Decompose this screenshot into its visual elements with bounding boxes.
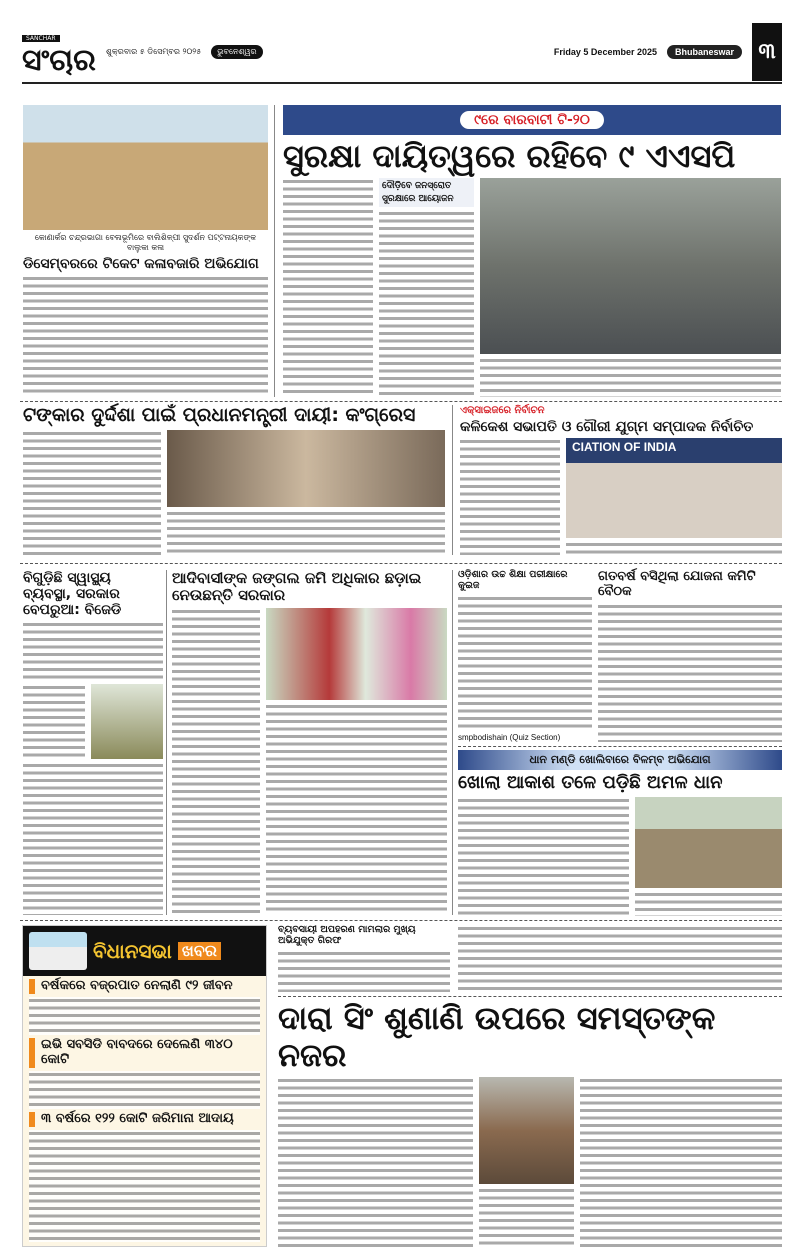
sand-art-photo [23,105,268,230]
security-section [283,105,781,397]
election-caption [566,541,782,555]
planning-body [598,603,782,742]
assembly-item-headline: ବର୍ଷକରେ ବଜ୍ରପାତ ନେଲାଣି ୯୨ ଜୀବନ [29,979,260,994]
kidnap-body [278,950,450,992]
tribal-photo-column [266,608,447,916]
kidnap-headline: ବ୍ୟବସାୟୀ ଅପହରଣ ମାମଲାର ମୁଖ୍ୟ ଅଭିଯୁକ୍ତ ଗିରଫ [278,924,416,946]
congress-photo-column [167,430,445,555]
quiz-inline-text: smpbodishain (Quiz Section) [458,733,561,742]
section-divider [20,401,782,402]
logo-small: SANCHAR [22,35,60,42]
edition-pill: ଭୁବନେଶ୍ୱର [211,45,262,59]
dara-photo-column [479,1077,574,1247]
health-body-2 [23,762,163,915]
security-body-3 [480,357,781,397]
assembly-item-body [29,997,260,1035]
dara-body-1 [278,1077,473,1247]
ticket-body [23,275,268,397]
election-photo-banner: CIATION OF INDIA [572,440,677,455]
dara-headline: ଦାରା ସିଂ ଶୁଣାଣି ଉପରେ ସମସ୍ତଙ୍କ ନଜର [278,999,716,1074]
assembly-item-body [29,1071,260,1109]
odia-date: ଶୁକ୍ରବାର ୫ ଡିସେମ୍ବର ୨୦୨୫ [105,47,202,56]
tribal-body-1 [172,608,260,916]
security-bullet: ସୁରକ୍ଷାରେ ଆୟୋଜନ [382,194,454,205]
tribal-section [172,570,447,915]
section-divider [20,563,782,564]
sand-art-ticket-section [23,105,268,397]
paddy-kicker-bar [458,750,782,770]
security-banner [283,105,781,135]
dara-section [278,1000,782,1247]
section-divider [278,996,782,997]
security-headline: ସୁରକ୍ଷା ଦାୟିତ୍ୱରେ ରହିବେ ୯ ଏଏସପି [283,137,736,175]
column-divider [166,570,167,915]
dara-body-2 [479,1187,574,1247]
congress-body-2 [167,510,445,555]
dara-body-3 [580,1077,782,1247]
security-bullets-column [379,178,474,397]
english-date: Friday 5 December 2025 [553,47,657,57]
congress-section [23,405,445,555]
paddy-body-1 [458,797,629,916]
city-pill: Bhubaneswar [667,45,742,59]
section-divider [20,920,782,921]
column-divider [274,105,275,397]
dara-photo [479,1077,574,1184]
health-headline: ବିଗୁଡ଼ିଛି ସ୍ୱାସ୍ଥ୍ୟ ବ୍ୟବସ୍ଥା, ସରକାର ବେପରୁଆ: ବିଜେଡି [23,570,122,619]
security-body-2 [379,210,474,397]
paddy-body-2 [635,891,782,916]
quiz-body [458,595,592,730]
security-bullet: ଦୌଡ଼ିବେ ଜନସ୍ରୋତ [382,180,452,191]
assembly-item-headline: ଇଭି ସବସିଡି ବାବଦରେ ଦେଲେଣି ୩୪୦ କୋଟି [29,1038,260,1068]
paddy-body-3 [458,925,782,992]
tribal-body-2 [266,703,447,916]
paddy-photo [635,797,782,888]
congress-headline: ଟଙ୍କାର ଦୁର୍ଦ୍ଦଶା ପାଇଁ ପ୍ରଧାନମନ୍ତ୍ରୀ ଦାୟୀ: କଂଗ୍ରେସ [23,404,416,426]
congress-photo [167,430,445,507]
section-divider [458,746,782,747]
sand-art-caption: କୋଣାର୍କର ଚନ୍ଦ୍ରଭାଗା ବେଳାଭୂମିରେ ବାଲିଶିଳ୍ପୀ ସୁଦର୍ଶନ ପଟ୍ଟନାୟକଙ୍କ ବାଲୁକା କଳା [34,233,257,252]
assembly-box [22,925,267,1247]
health-body [23,621,163,681]
tribal-photo [266,608,447,700]
ticket-headline: ଡିସେମ୍ବରରେ ଟିକେଟ କଳାବଜାରି ଅଭିଯୋଗ [23,256,259,272]
column-divider [452,570,453,915]
planning-section [598,570,782,742]
paddy-kicker: ଧାନ ମଣ୍ଡି ଖୋଲିବାରେ ବିଳମ୍ବ ଅଭିଯୋଗ [529,753,711,766]
election-section [460,405,782,555]
assembly-building-icon [29,932,87,970]
assembly-banner [23,926,266,976]
paddy-section [458,750,782,916]
planning-headline: ଗତବର୍ଷ ବସିଥିଲା ଯୋଜନା କମିଟି ବୈଠକ [598,569,756,599]
election-kicker: ଏକ୍ସାଇଜରେ ନିର୍ବାଚନ [460,405,545,416]
assembly-banner-right: ଖବର [178,942,221,960]
page-number: ୩ [752,23,782,81]
election-body [460,438,560,555]
masthead [22,22,782,84]
assembly-banner-left: ବିଧାନସଭା [93,938,172,963]
election-photo-column [566,438,782,555]
health-body-side [23,684,85,759]
election-headline: କଳିକେଶ ସଭାପତି ଓ ଗୌରୀ ଯୁଗ୍ମ ସମ୍ପାଦକ ନିର୍ବାଚିତ [460,419,754,435]
security-bullets [379,178,474,208]
kidnap-section [278,925,450,992]
election-photo [566,438,782,538]
congress-body-1 [23,430,161,555]
assembly-item-headline: ୩ ବର୍ଷରେ ୧୨୨ କୋଟି ଜରିମାନା ଆଦାୟ [29,1112,260,1127]
security-kicker: ୯ରେ ବାରବାଟୀ ଟି-୨୦ [460,111,604,129]
quiz-section [458,570,592,742]
health-photo [91,684,163,759]
security-photo-column [480,178,781,397]
column-divider [452,405,453,555]
paddy-photo-column [635,797,782,916]
assembly-item-body [29,1130,260,1242]
quiz-headline: ଓଡ଼ିଶାର ଉଚ୍ଚ ଶିକ୍ଷା ପରୀକ୍ଷାରେ କୁଇଜ [458,569,568,591]
security-photo [480,178,781,354]
logo-block [22,25,96,79]
health-section [23,570,163,915]
paddy-headline: ଖୋଲା ଆକାଶ ତଳେ ପଡ଼ିଛି ଅମଳ ଧାନ [458,772,723,793]
logo: ସଂଚାର [22,43,96,79]
security-body-1 [283,178,373,397]
tribal-headline: ଆଦିବାସୀଙ୍କ ଜଙ୍ଗଲ ଜମି ଅଧିକାର ଛଡ଼ାଇ ନେଉଛନ୍ତି ସରକାର [172,569,422,605]
